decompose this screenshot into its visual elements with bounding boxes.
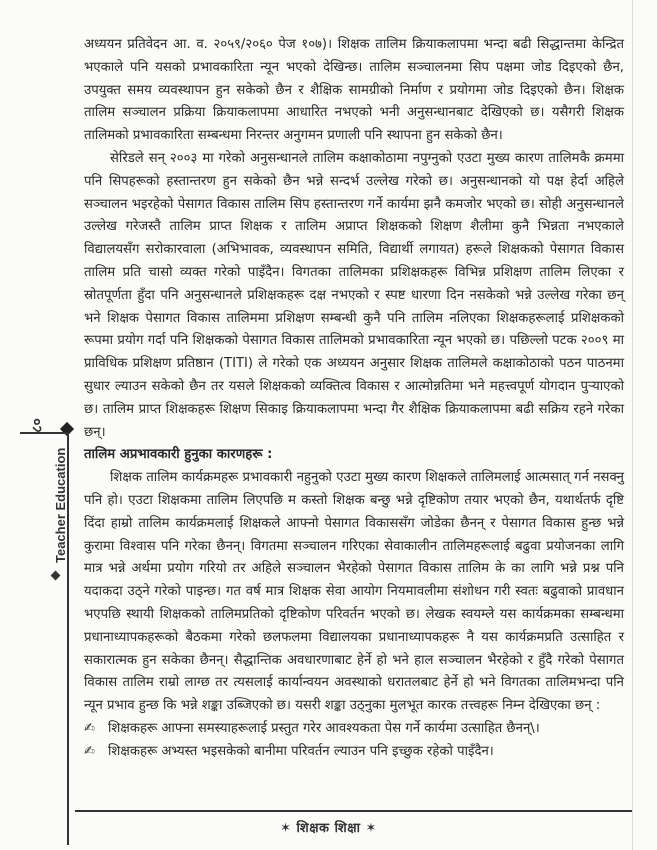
list-item-text: शिक्षकहरू अभ्यस्त भइसकेको बानीमा परिवर्तन ल्याउन पनि इच्छुक रहेको पाइँदैन। [108, 743, 494, 759]
article-body [84, 34, 624, 764]
list-item-text: शिक्षकहरू आफ्ना समस्याहरूलाई प्रस्तुत गरेर आवश्यकता पेस गर्ने कार्यमा उत्साहित छैनन्\। [108, 720, 540, 736]
footer-title: शिक्षक शिक्षा [296, 821, 361, 836]
paragraph: अध्ययन प्रतिवेदन आ. व. २०५९/२०६० पेज १०७)। शिक्षक तालिम क्रियाकलापमा भन्दा बढी सिद्धान्तमा केन्द्रित भएकाले पनि यसको प्रभावकारिता न्यून भएको देखिन्छ। तालिम सञ्चालनमा सिप पक्षमा जोड दिइएको छैन, उपयुक्त समय व्यवस्थापन हुन सकेको छैन र शैक्षिक सामग्रीको निर्माण र प्रयोगमा जोड दिइएको छैन। शिक्षक तालिम सञ्चालन प्रक्रिया क्रियाकलापमा आधारित नभएको भनी अनुसन्धानबाट देखिएको छ। यसैगरी शिक्षक तालिमको प्रभावकारिता सम्बन्धमा निरन्तर अनुगमन प्रणाली पनि स्थापना हुन सकेको छैन। [84, 37, 624, 144]
list-item [84, 718, 624, 741]
star-icon: ✶ [365, 821, 377, 836]
section-heading: तालिम अप्रभावकारी हुनुका कारणहरू : [84, 447, 273, 463]
footer-rule [75, 810, 632, 812]
bullet-list [84, 718, 624, 764]
paragraph: सेरिडले सन् २००३ मा गरेको अनुसन्धानले तालिम कक्षाकोठामा नपुग्नुको एउटा मुख्य कारण तालिमकै क्रममा पनि सिपहरूको हस्तान्तरण हुन सकेको छैन भन्ने सन्दर्भ उल्लेख गरेको छ। अनुसन्धानको यो पक्ष हेर्दा अहिले सञ्चालन भइरहेको पेसागत विकास तालिम सिप हस्तान्तरण गर्ने कार्यमा झनै कमजोर भएको छ। सोही अनुसन्धानले उल्लेख गरेजस्तै तालिम प्राप्त शिक्षक र तालिम अप्राप्त शिक्षकको शिक्षण शैलीमा कुनै भिन्नता नभएकाले विद्यालयसँग सरोकारवाला (अभिभावक, व्यवस्थापन समिति, विद्यार्थी लगायत) हरूले शिक्षकको पेसागत विकास तालिम प्रति चासो व्यक्त गरेको पाइँदैन। विगतका तालिमका प्रशिक्षकहरू विभिन्न प्रशिक्षण तालिम लिएका र स्रोतपूर्णता हुँदा पनि अनुसन्धानले प्रशिक्षकहरू दक्ष नभएको र स्पष्ट धारणा दिन नसकेको भन्ने उल्लेख गरेका छन् भने शिक्षक पेसागत विकास तालिममा प्रशिक्षण सम्बन्धी कुनै पनि तालिम नलिएका शिक्षकहरूलाई प्रशिक्षकको रूपमा प्रयोग गर्दा पनि शिक्षकको पेसागत विकास तालिमको प्रभावकारिता न्यून भएको छ। पछिल्लो पटक २००९ मा प्राविधिक प्रशिक्षण प्रतिष्ठान (TITI) ले गरेको एक अध्ययन अनुसार शिक्षक तालिमले कक्षाकोठाको पठन पाठनमा सुधार ल्याउन सकेको छैन तर यसले शिक्षकको व्यक्तित्व विकास र आत्मोन्नतिमा भने महत्त्वपूर्ण योगदान पुऱ्याएको छ। तालिम प्राप्त शिक्षकहरू शिक्षण सिकाइ क्रियाकलापमा भन्दा गैर शैक्षिक क्रियाकलापमा बढी सक्रिय रहने गरेका छन्। [84, 150, 624, 440]
page-edge [632, 0, 633, 850]
list-item [84, 741, 624, 764]
paragraph: शिक्षक तालिम कार्यक्रमहरू प्रभावकारी नहुनुको एउटा मुख्य कारण शिक्षकले तालिमलाई आत्मसात् गर्न नसक्नु पनि हो। एउटा शिक्षकमा तालिम लिएपछि म कस्तो शिक्षक बन्छु भन्ने दृष्टिकोण तयार भएको छैन, यथार्थतर्फ दृष्टि दिंदा हाम्रो तालिम कार्यक्रमलाई शिक्षकले आफ्नो पेसागत विकाससँग जोडेका छैनन् र पेसागत विकास हुन्छ भन्ने कुरामा विश्वास पनि गरेका छैनन्। विगतमा सञ्चालन गरिएका सेवाकालीन तालिमहरूलाई बढुवा प्रयोजनका लागि मात्र भन्ने अर्थमा प्रयोग गरियो तर अहिले सञ्चालन भैरहेको पेसागत विकास तालिम के का लागि भन्ने प्रश्न पनि यदाकदा उठ्ने गरेको पाइन्छ। गत वर्ष मात्र शिक्षक सेवा आयोग नियमावलीमा संशोधन गरी स्वतः बढुवाको प्रावधान भएपछि स्थायी शिक्षकको तालिमप्रतिको दृष्टिकोण परिवर्तन भएको छ। लेखक स्वयम्ले यस कार्यक्रमका सम्बन्धमा प्रधानाध्यापकहरूको बैठकमा गरेको छलफलमा विद्यालयका प्रधानाध्यापकहरू नै यस कार्यक्रमप्रति उत्साहित र सकारात्मक हुन सकेका छैनन्। सैद्धान्तिक अवधारणाबाट हेर्ने हो भने हाल सञ्चालन भैरहेको र हुँदै गरेको पेसागत विकास तालिम राम्रो लाग्छ तर त्यसलाई कार्यान्वयन अवस्थाको धरातलबाट हेर्ने हो भने विगतका तालिमभन्दा पनि न्यून प्रभाव हुन्छ कि भन्ने शङ्का उब्जिएको छ। यसरी शङ्का उठ्नुका मुलभूत कारक तत्त्वहरू निम्न देखिएका छन् : [84, 470, 624, 714]
writing-pen-icon: ✍ [84, 743, 95, 759]
writing-pen-icon: ✍ [84, 720, 95, 736]
page-number: ८० [29, 418, 46, 433]
journal-side-title: Teacher Education [53, 447, 68, 563]
running-footer [0, 818, 657, 836]
star-icon: ✶ [280, 821, 292, 836]
diamond-bullet-icon [51, 571, 61, 581]
